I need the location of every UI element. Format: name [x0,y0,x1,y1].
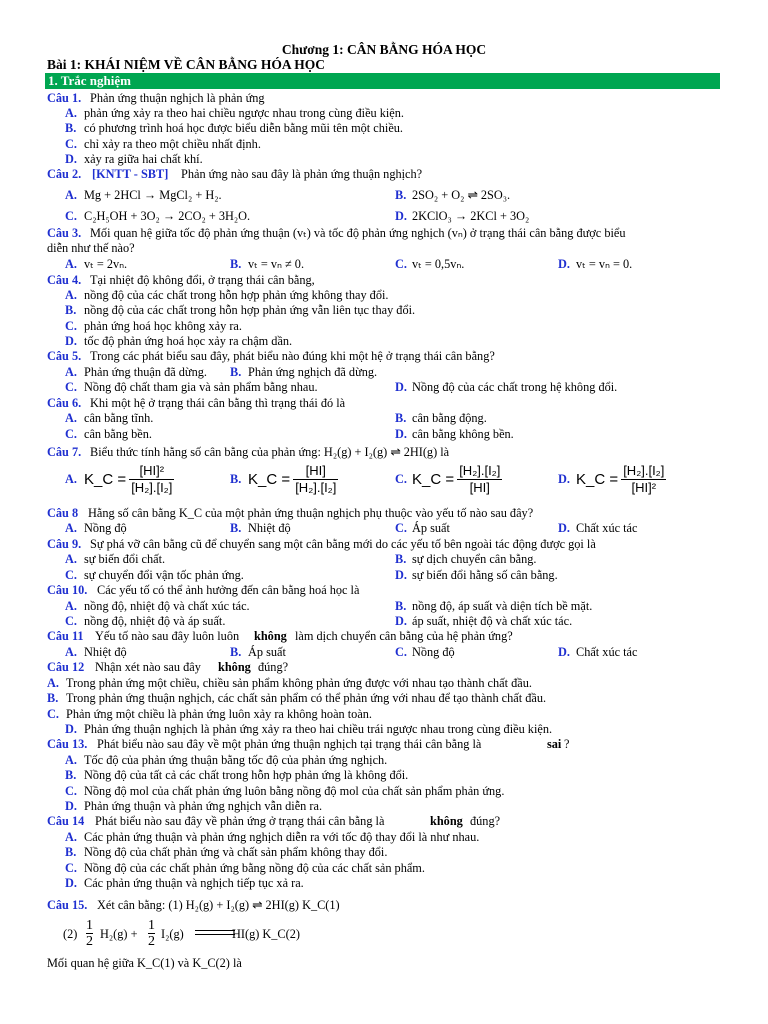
question-label: C. [65,861,77,875]
text-line [0,537,768,552]
question-label: B. [230,645,242,659]
question-label: C. [65,568,77,582]
question-label: C. [65,380,77,394]
question-label: Câu 3. [47,226,82,240]
text-segment: không [430,814,463,828]
text-line [0,845,768,860]
text-segment: Phản ứng một chiều là phản ứng luôn xảy ra không hoàn toàn. [66,707,373,721]
text-segment: Mối quan hệ giữa K_C(1) và K_C(2) là [47,956,242,970]
text-segment: Nồng độ [412,645,455,659]
lesson-title: Bài 1: KHÁI NIỆM VỀ CÂN BẰNG HÓA HỌC [47,57,326,72]
text-line [0,898,768,913]
text-line [0,365,768,380]
text-segment: Phản ứng thuận đã dừng. [84,365,207,379]
text-segment: vₜ = 0,5vₙ. [412,257,465,271]
text-line [0,91,768,106]
text-segment: Mg + 2HCl → MgCl₂ + H₂. [84,188,222,202]
question-label: D. [395,568,407,582]
question-label: C. [65,137,77,151]
text-segment: Yếu tố nào sau đây luôn luôn [95,629,240,643]
text-segment: sự dịch chuyển cân bằng. [412,552,537,566]
q15-eq2-prefix: (2) [63,927,78,941]
text-line [0,722,768,737]
q7-option-d-label: D. [558,472,570,486]
q7-kc-label: K_C = [84,471,127,488]
question-label: D. [395,209,407,223]
question-label: Câu 8 [47,506,79,520]
section-bar: 1. Trắc nghiệm [45,73,720,89]
question-label: D. [65,876,77,890]
text-segment: Áp suất [248,645,286,659]
q15-frac2-den: 2 [148,934,155,949]
text-segment: Phản ứng nghịch đã dừng. [248,365,378,379]
question-label: A. [65,599,77,613]
text-segment: nồng độ, nhiệt độ và áp suất. [84,614,226,628]
text-line [0,956,768,971]
text-segment: Chất xúc tác [576,645,638,659]
text-line [0,257,768,272]
text-segment: Trong các phát biểu sau đây, phát biểu nào đúng khi một hệ ở trạng thái cân bằng? [90,349,495,363]
q7-option-a-label: A. [65,472,77,486]
text-line [0,288,768,303]
q7-d-denominator: [HI]² [631,480,657,495]
question-label: Câu 10. [47,583,88,597]
question-label: D. [558,521,570,535]
question-label: Câu 1. [47,91,82,105]
text-line [0,629,768,644]
text-line [0,188,768,203]
q7-option-b [248,463,338,496]
text-line [0,814,768,829]
text-segment: Tại nhiệt độ không đổi, ở trạng thái cân bằng, [90,273,315,287]
text-line [0,152,768,167]
question-label: B. [65,845,77,859]
question-label: B. [230,521,242,535]
text-line [0,209,768,224]
q7-b-numerator: [HI] [293,463,338,480]
text-line [0,753,768,768]
question-label: [KNTT - SBT] [92,167,169,181]
question-label: C. [65,427,77,441]
q15-frac1-den: 2 [86,934,93,949]
q7-option-a [84,463,174,496]
question-label: B. [395,599,407,613]
text-segment: có phương trình hoá học được biểu diễn bằng mũi tên một chiều. [84,121,403,135]
text-segment: Phản ứng thuận nghịch là phản ứng [90,91,265,105]
text-segment: Trong phản ứng một chiều, chiều sản phẩm không phản ứng được với nhau tạo thành chất đầu. [66,676,532,690]
q7-option-b-label: B. [230,472,242,486]
text-segment: Các phản ứng thuận và nghịch tiếp tục xả ra. [84,876,304,890]
text-segment: Nồng độ của tất cả các chất trong hỗn hợp phản ứng là không đổi. [84,768,409,782]
text-segment: Sự phá vỡ cân bằng cũ để chuyển sang một cân bằng mới do các yếu tố bên ngoài tác động được gọi là [90,537,596,551]
text-segment: sai [547,737,562,751]
text-line [0,411,768,426]
text-segment: Nhiệt độ [84,645,127,659]
question-label: A. [65,257,77,271]
text-segment: Tốc độ của phản ứng thuận bằng tốc độ của phản ứng nghịch. [84,753,388,767]
question-label: A. [65,188,77,202]
question-label: D. [395,427,407,441]
question-label: Câu 6. [47,396,82,410]
text-segment: Phản ứng thuận nghịch là phản ứng xảy ra theo hai chiều trái ngược nhau trong cùng điều kiện. [84,722,553,736]
text-segment: 2KClO₃ → 2KCl + 3O₂ [412,209,530,223]
text-line [0,583,768,598]
q15-frac1-num: 1 [86,918,93,933]
question-label: C. [395,521,407,535]
text-segment: Biểu thức tính hằng số cân bằng của phản ứng: H₂(g) + I₂(g) ⇌ 2HI(g) là [90,445,450,459]
question-label: A. [65,521,77,535]
text-line [0,799,768,814]
question-label: C. [65,784,77,798]
text-segment: Nồng độ của các chất phản ứng bằng nồng độ của các chất sản phẩm. [84,861,425,875]
text-segment: nồng độ của các chất trong hỗn hợp phản ứng vẫn liên tục thay đổi. [84,303,416,317]
text-segment: nồng độ, nhiệt độ và chất xúc tác. [84,599,250,613]
text-line [0,552,768,567]
text-line [0,121,768,136]
question-label: B. [65,768,77,782]
text-segment: Các yếu tố có thể ảnh hưởng đến cân bằng hoá học là [97,583,360,597]
q15-frac2-num: 1 [148,918,155,933]
q15-species1: H₂(g) + [100,927,138,941]
text-line [0,167,768,182]
question-label: A. [65,552,77,566]
question-label: A. [65,645,77,659]
text-line [0,784,768,799]
q7-a-denominator: [H₂].[I₂] [131,480,173,495]
text-line [0,226,768,241]
text-segment: C₂H₅OH + 3O₂ → 2CO₂ + 3H₂O. [84,209,251,223]
text-line [0,521,768,536]
text-segment: tốc độ phản ứng hoá học xảy ra chậm dần. [84,334,293,348]
text-line [0,861,768,876]
question-label: B. [395,552,407,566]
text-segment: làm dịch chuyển cân bằng của hệ phản ứng? [295,629,513,643]
question-label: D. [395,380,407,394]
text-line [0,334,768,349]
text-segment: nồng độ của các chất trong hỗn hợp phản ứng không thay đổi. [84,288,389,302]
text-line [0,614,768,629]
text-line [0,645,768,660]
q15-frac1 [86,918,93,949]
q7-b-denominator: [H₂].[I₂] [295,480,337,495]
text-line [0,319,768,334]
question-label: C. [65,209,77,223]
text-line [0,380,768,395]
q15-species2: I₂(g) [161,927,184,941]
question-label: Câu 12 [47,660,85,674]
text-segment: cân bằng bền. [84,427,152,441]
text-segment: Nhận xét nào sau đây [95,660,201,674]
q7-c-denominator: [HI] [469,480,490,495]
chapter-title: Chương 1: CÂN BẰNG HÓA HỌC [281,42,487,57]
text-segment: vₜ = vₙ = 0. [576,257,633,271]
question-label: D. [65,799,77,813]
text-line [0,506,768,521]
text-segment: Chất xúc tác [576,521,638,535]
text-segment: vₜ = 2vₙ. [84,257,128,271]
text-line [0,599,768,614]
text-line [0,768,768,783]
text-segment: sự chuyển đổi vận tốc phản ứng. [84,568,244,582]
text-line [0,568,768,583]
text-segment: diễn như thế nào? [47,241,135,255]
text-segment: Mối quan hệ giữa tốc độ phản ứng thuận (vₜ) và tốc độ phản ứng nghịch (vₙ) ở trạng thái cân bằng được biểu [90,226,626,240]
text-line [0,106,768,121]
q7-options-row [0,463,768,497]
text-line [0,830,768,845]
text-segment: Các phản ứng thuận và phản ứng nghịch diễn ra với tốc độ thay đổi là như nhau. [84,830,480,844]
question-label: Câu 4. [47,273,82,287]
question-label: B. [395,411,407,425]
text-line [0,676,768,691]
text-segment: phản ứng xảy ra theo hai chiều ngược nhau trong cùng điều kiện. [84,106,404,120]
text-segment: chỉ xảy ra theo một chiều nhất định. [84,137,261,151]
text-segment: Nồng độ chất tham gia và sản phẩm bằng nhau. [84,380,318,394]
question-label: A. [65,753,77,767]
text-segment: 2SO₂ + O₂ ⇌ 2SO₃. [412,188,511,202]
text-segment: sự biến đổi hằng số cân bằng. [412,568,558,582]
question-label: A. [65,830,77,844]
question-label: D. [65,334,77,348]
question-label: B. [65,121,77,135]
text-segment: Trong phản ứng thuận nghịch, các chất sản phẩm có thể phản ứng với nhau để tạo thành chất đầu. [66,691,547,705]
question-label: B. [65,303,77,317]
q7-kc-label: K_C = [576,471,619,488]
text-line [0,427,768,442]
question-label: D. [65,722,77,736]
q15-frac2 [148,918,155,949]
question-label: B. [230,257,242,271]
text-segment: đúng? [470,814,501,828]
text-line [0,691,768,706]
question-label: C. [47,707,59,721]
text-segment: phản ứng hoá học không xảy ra. [84,319,242,333]
text-line [0,876,768,891]
question-label: Câu 13. [47,737,88,751]
text-segment: Phát biểu nào sau đây về phản ứng ở trạng thái cân bằng là [95,814,385,828]
q7-d-numerator: [H₂].[I₂] [623,463,665,478]
question-label: Câu 14 [47,814,85,828]
question-label: B. [230,365,242,379]
text-segment: cân bằng không bền. [412,427,514,441]
text-line [0,660,768,675]
equilibrium-arrow-icon [193,928,237,938]
q15-equation-2 [0,918,768,952]
text-segment: vₜ = vₙ ≠ 0. [248,257,305,271]
question-label: A. [65,288,77,302]
q7-option-d [576,463,666,496]
text-segment: Nồng độ mol của chất phản ứng luôn bằng nồng độ mol của chất sản phẩm phản ứng. [84,784,505,798]
question-label: A. [65,106,77,120]
text-segment: đúng? [258,660,289,674]
question-label: A. [65,411,77,425]
question-label: B. [47,691,59,705]
text-segment: Phản ứng nào sau đây là phản ứng thuận nghịch? [181,167,423,181]
text-segment: Khi một hệ ở trạng thái cân bằng thì trạng thái đó là [90,396,346,410]
question-label: C. [395,645,407,659]
text-segment: không [254,629,287,643]
text-segment: Nồng độ của chất phản ứng và chất sản phẩm không thay đổi. [84,845,388,859]
text-segment: áp suất, nhiệt độ và chất xúc tác. [412,614,573,628]
question-label: Câu 7. [47,445,82,459]
text-segment: Hằng số cân bằng K_C của một phản ứng thuận nghịch phụ thuộc vào yếu tố nào sau đây? [88,506,534,520]
text-line [0,349,768,364]
question-label: D. [65,152,77,166]
question-label: Câu 2. [47,167,82,181]
question-label: Câu 9. [47,537,82,551]
text-segment: Nhiệt độ [248,521,291,535]
question-label: A. [65,365,77,379]
text-line [0,707,768,722]
q15-rhs: HI(g) K_C(2) [232,927,300,941]
text-segment: sự biến đổi chất. [84,552,166,566]
text-line [0,303,768,318]
q7-option-c-label: C. [395,472,407,486]
text-segment: nồng độ, áp suất và diện tích bề mặt. [412,599,593,613]
question-label: D. [558,645,570,659]
question-label: C. [65,319,77,333]
text-segment: Xét cân bằng: (1) H₂(g) + I₂(g) ⇌ 2HI(g) K_C(1) [97,898,340,912]
q7-option-c [412,463,502,496]
question-label: C. [395,257,407,271]
question-label: Câu 11 [47,629,84,643]
text-line [0,273,768,288]
q7-a-numerator: [HI]² [129,463,174,480]
text-segment: Nồng độ [84,521,127,535]
text-segment: cân bằng động. [412,411,487,425]
q7-c-numerator: [H₂].[I₂] [459,463,501,478]
question-label: C. [65,614,77,628]
question-label: Câu 15. [47,898,88,912]
text-segment: Áp suất [412,521,450,535]
text-segment: Phát biểu nào sau đây về một phản ứng thuận nghịch tại trạng thái cân bằng là [97,737,482,751]
question-label: D. [558,257,570,271]
text-line [0,137,768,152]
question-label: A. [47,676,59,690]
text-line [0,737,768,752]
q7-kc-label: K_C = [412,471,455,488]
text-segment: Phản ứng thuận và phản ứng nghịch vẫn diễn ra. [84,799,323,813]
text-segment: Nồng độ của các chất trong hệ không đổi. [412,380,618,394]
q7-kc-label: K_C = [248,471,291,488]
text-segment: ? [564,737,570,751]
question-label: D. [395,614,407,628]
text-line [0,396,768,411]
question-label: Câu 5. [47,349,82,363]
question-label: B. [395,188,407,202]
text-segment: không [218,660,251,674]
text-line [0,445,768,460]
text-segment: cân bằng tĩnh. [84,411,154,425]
text-segment: xảy ra giữa hai chất khí. [84,152,203,166]
text-line [0,241,768,256]
